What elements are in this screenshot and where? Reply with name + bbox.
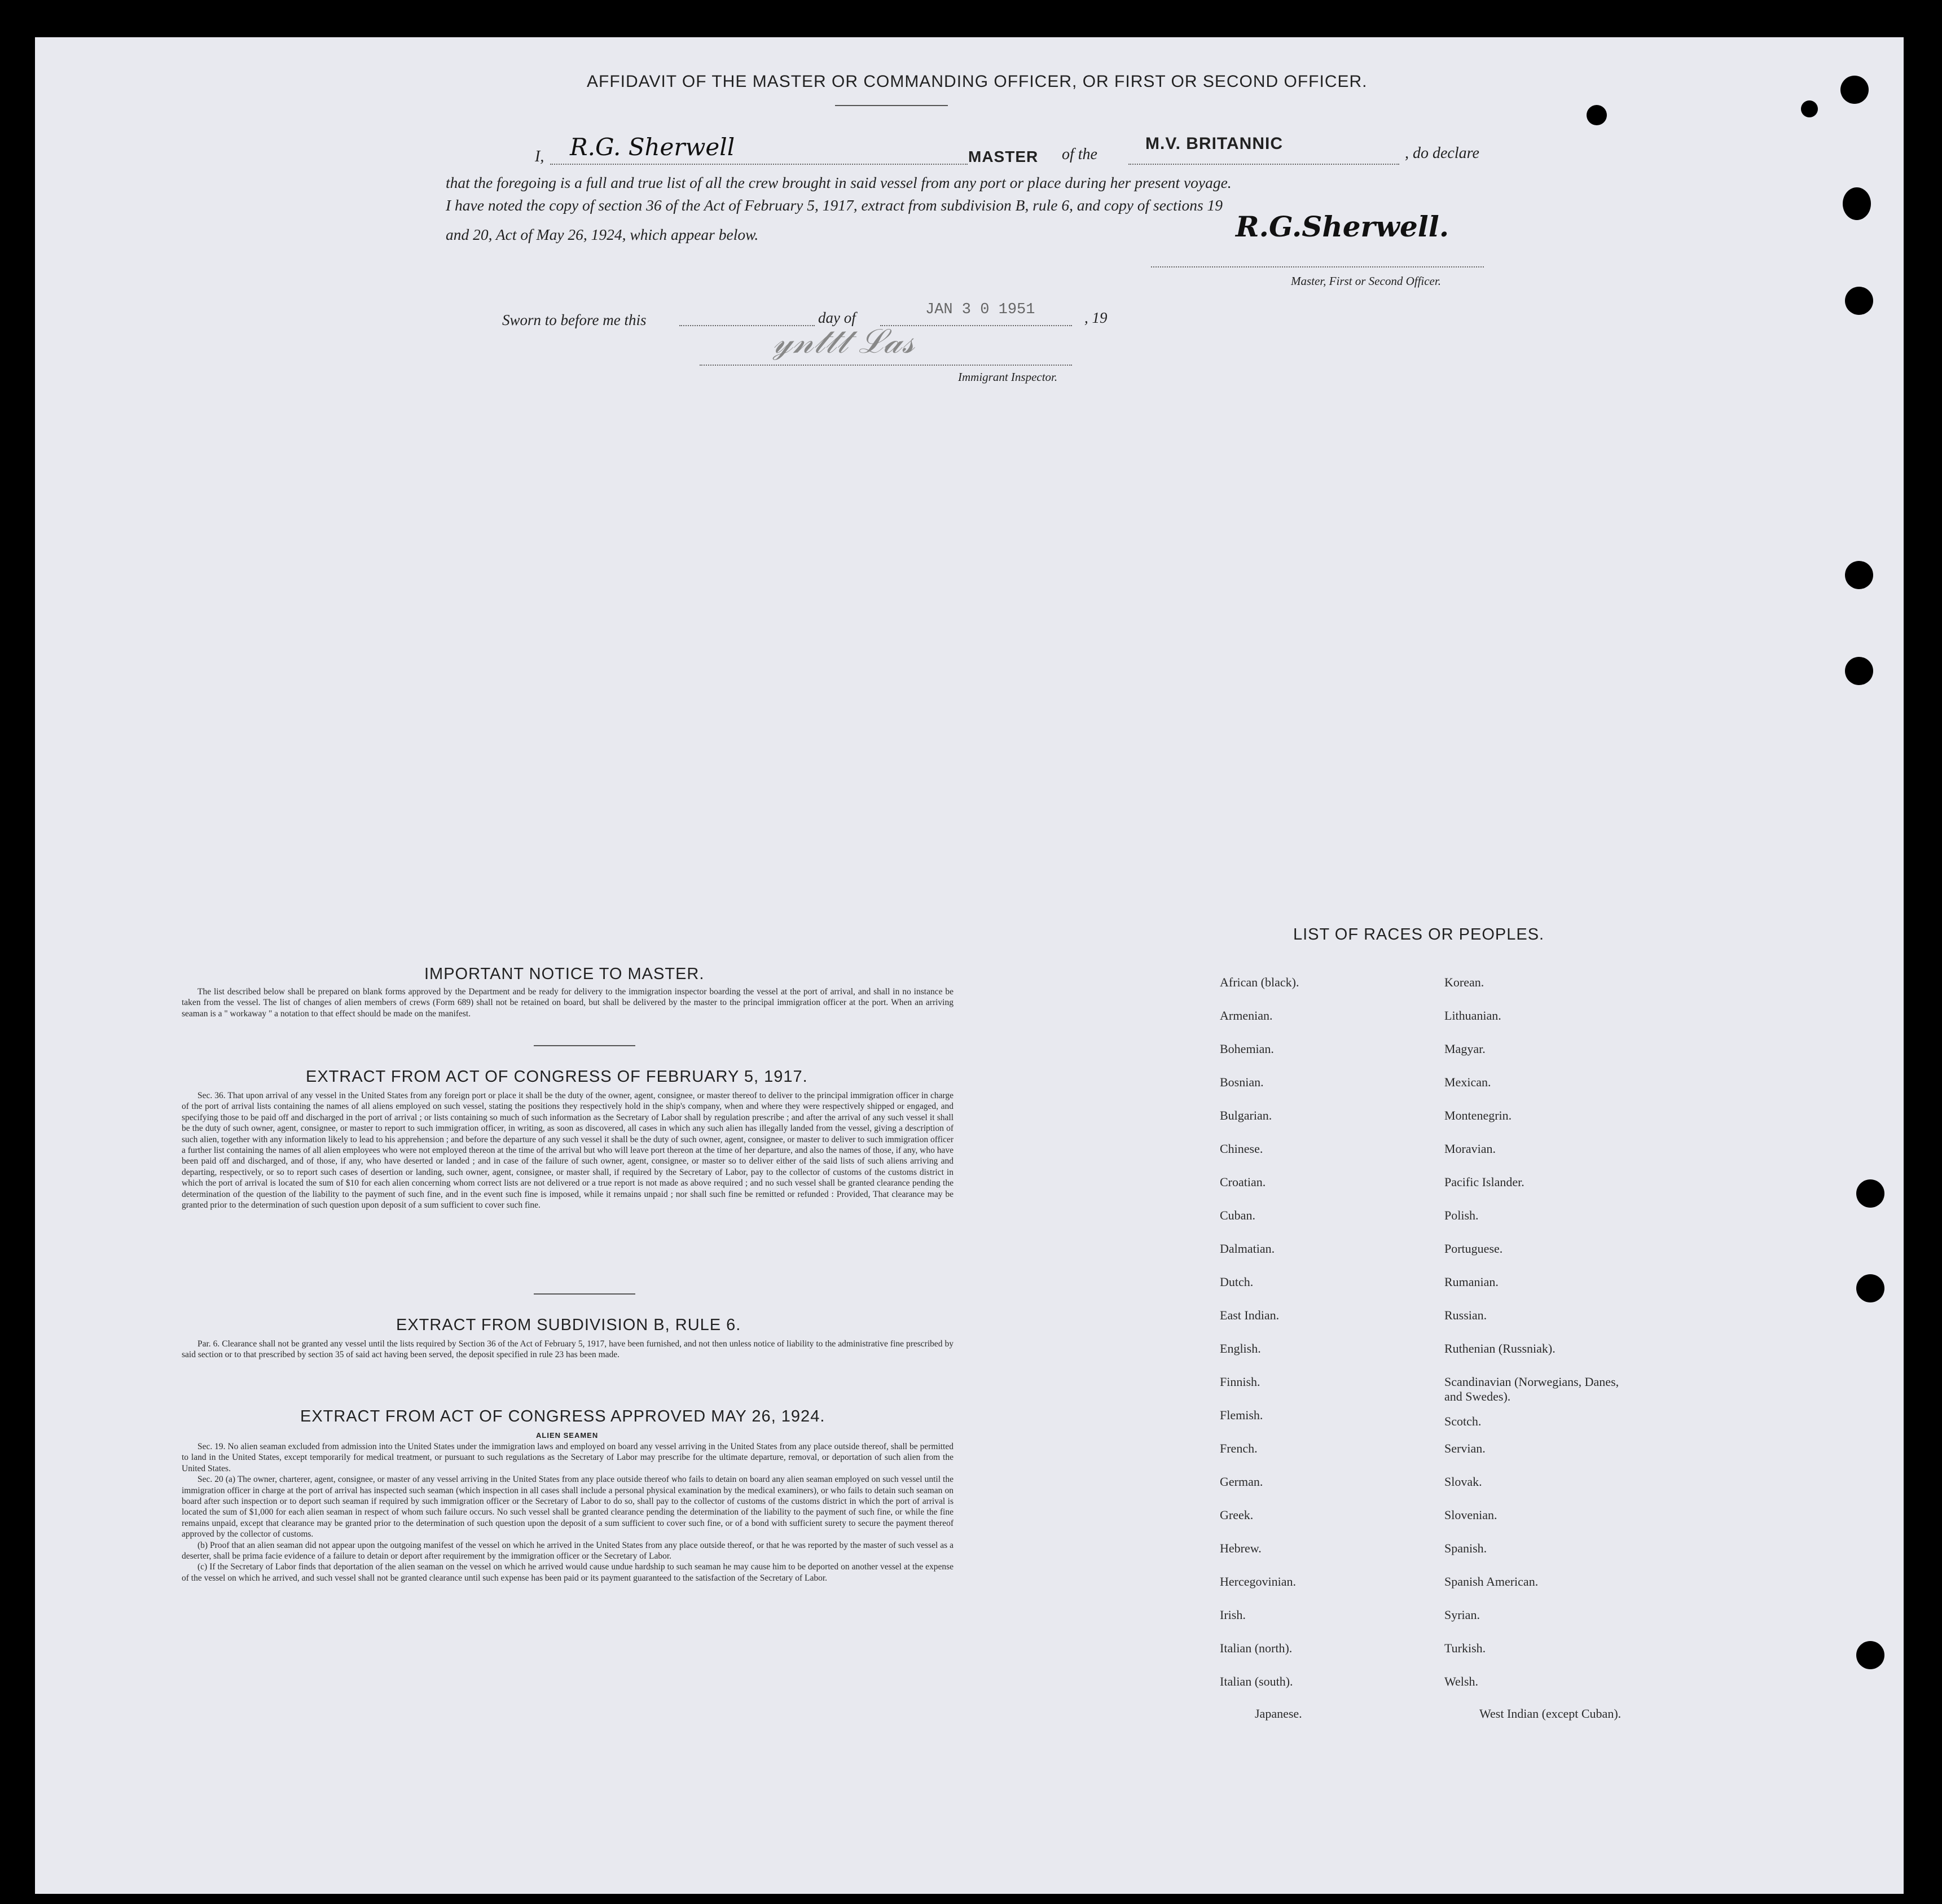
sec20a-paragraph: Sec. 20 (a) The owner, charterer, agent, consignee, or master of any vessel arriving in the United States from any place outside thereof who fails to detain on board any alien seaman employed on such vessel until the immigration officer in charge at the port of arrival has inspected such seaman (which inspection in all cases shall include a personal physical examination by the medical examiners), or who fails to detain such seaman on board after such inspection or to deport such seaman if required by such immigration officer or the Secretary of Labor to do so, shall pay to the collector of customs of the customs district in which the port of arrival is located the sum of $1,000 for each alien seaman in respect of whom such failure occurs. No such vessel shall be granted clearance pending the determination of the liability to the payment of such fine, or while the fine remains unpaid, except that clearance may be granted prior to the determination of such question upon the deposit of a sum sufficient to cover such fine, or of a bond with sufficient surety to secure the payment thereof approved by the collector of customs. [182,1475,954,1539]
punch-hole [1845,561,1873,589]
heading-rule [835,105,948,106]
punch-hole [1840,76,1869,104]
day-of-text: day of [818,309,856,326]
alien-seamen-subheading: ALIEN SEAMEN [536,1431,599,1440]
race-item: Syrian. [1444,1608,1480,1622]
race-item: German. [1220,1475,1263,1489]
race-item: West Indian (except Cuban). [1479,1706,1622,1721]
race-item: African (black). [1220,975,1299,989]
race-item: Spanish American. [1444,1574,1539,1589]
race-item: Montenegrin. [1444,1108,1512,1122]
race-item: Slovenian. [1444,1508,1497,1522]
punch-hole [1801,100,1818,117]
race-item: East Indian. [1220,1308,1280,1322]
extract-1917-rule [534,1293,635,1295]
subdivision-text [182,1339,954,1361]
race-item: Servian. [1444,1441,1486,1455]
subdivision-heading: EXTRACT FROM SUBDIVISION B, RULE 6. [396,1316,741,1334]
race-item: Ruthenian (Russniak). [1444,1341,1556,1355]
race-item: Irish. [1220,1608,1246,1622]
race-item: Korean. [1444,975,1484,989]
race-item: Cuban. [1220,1208,1255,1222]
sec19-paragraph: Sec. 19. No alien seaman excluded from admission into the United States under the immigration laws and employed on board any vessel arriving in the United States from any place outside thereof, shall be permitted to land in the United States, except temporarily for medical treatment, or pursuant to such regulations as the Secretary of Labor may prescribe for the ultimate departure, removal, or deportation of such alien from the United States. [182,1442,954,1473]
year-prefix: , 19 [1084,309,1108,326]
signature-line [1151,266,1484,267]
extract-1917-heading: EXTRACT FROM ACT OF CONGRESS OF FEBRUARY 5, 1917. [306,1068,808,1086]
race-item: Italian (south). [1220,1674,1293,1688]
punch-hole [1856,1179,1884,1208]
race-item: Portuguese. [1444,1241,1503,1256]
inspector-signature: 𝓎𝓃𝓉𝓉𝓉 ℒ𝒶𝓈 [773,322,915,361]
race-item: French. [1220,1441,1258,1455]
notice-heading: IMPORTANT NOTICE TO MASTER. [424,965,705,983]
race-item: English. [1220,1341,1261,1355]
races-heading: LIST OF RACES OR PEOPLES. [1293,925,1545,944]
extract-1924-text [182,1441,954,1583]
sec20b-paragraph: (b) Proof that an alien seaman did not appear upon the outgoing manifest of the vessel on which he arrived in the United States from any place outside thereof, or that he was reported by the master of such vessel as a deserter, shall be prima facie evidence of a failure to detain or deport after requirement by the immigration officer or the Secretary of Labor. [182,1540,954,1561]
punch-hole [1856,1641,1884,1669]
punch-hole [1843,187,1871,220]
inspector-caption: Immigrant Inspector. [958,370,1058,384]
race-item: Bulgarian. [1220,1108,1272,1122]
punch-hole [1845,657,1873,685]
race-item: Bohemian. [1220,1042,1274,1056]
name-line [550,164,968,165]
race-item: Bosnian. [1220,1075,1264,1089]
declaration-line-2: I have noted the copy of section 36 of the Act of February 5, 1917, extract from subdivision B, rule 6, and copy of sections 19 [446,196,1223,214]
race-item: Polish. [1444,1208,1479,1222]
declaration-line-1: that the foregoing is a full and true list of all the crew brought in said vessel from any port or place during her present voyage. [446,174,1232,191]
notice-rule [534,1045,635,1046]
master-name-handwritten: R.G. Sherwell [570,133,735,161]
race-item: Mexican. [1444,1075,1491,1089]
race-item: Welsh. [1444,1674,1478,1688]
rank-typed: MASTER [968,148,1039,165]
master-signature: R.G.Sherwell. [1236,210,1449,243]
sworn-text: Sworn to before me this [502,312,647,328]
race-item: Japanese. [1255,1706,1302,1721]
sec20c-paragraph: (c) If the Secretary of Labor finds that deportation of the alien seaman on the vessel on which he arrived would cause undue hardship to such seaman he may cause him to be deported on another vessel at the expense of the vessel on which he arrived, and such vessel shall not be granted clearance until such expense has been paid or its payment guaranteed to the satisfaction of the Secretary of Labor. [182,1562,954,1583]
punch-hole [1587,105,1607,125]
race-item: Dutch. [1220,1275,1254,1289]
extract-1917-text [182,1090,954,1210]
punch-hole [1856,1274,1884,1302]
race-item: Moravian. [1444,1142,1496,1156]
race-item: Chinese. [1220,1142,1263,1156]
race-item: Slovak. [1444,1475,1482,1489]
race-item: Turkish. [1444,1641,1486,1655]
extract-1917-paragraph: Sec. 36. That upon arrival of any vessel in the United States from any foreign port or place it shall be the duty of the owner, agent, consignee, or master thereof to deliver to the principal immigration officer in charge of the port of arrival lists containing the names of all aliens employed on such vessel, stating the positions they respectively hold in the ship's company, when and where they were respectively shipped or engaged, and specifying those to be paid off and discharged in the port of arrival ; or lists containing so much of such information as the Secretary of Labor shall by regulation prescribe ; and after the arrival of any such vessel it shall be the duty of such owner, agent, consignee, or master to report to such immigration officer, in writing, as soon as discovered, all cases in which any such alien has illegally landed from the vessel, giving a description of such alien, together with any information likely to lead to his apprehension ; and before the departure of any such vessel it shall be the duty of such owner, agent, consignee, or master to deliver to such immigration officer a further list containing the names of all alien employees who were not employed thereon at the time of the arrival but who will leave port thereon at the time of her departure, and also the names of those, if any, who have been paid off and discharged, and of those, if any, who have deserted or landed ; and in case of the failure of such owner, agent, consignee, or master so to deliver either of the said lists of such aliens arriving and departing, respectively, or so to report such cases of desertion or landing, such owner, agent, consignee, or master shall, if required by the Secretary of Labor, pay to the collector of customs of the customs district in which the port of arrival is located the sum of $10 for each alien concerning whom correct lists are not delivered or a true report is not made as above required ; and no such vessel shall be granted clearance pending the determination of the question of the liability to the payment of such fine, and in the event such fine is imposed, while it remains unpaid ; nor shall such fine be remitted or refunded : Provided, That clearance may be granted prior to the determination of such question upon deposit of a sum sufficient to cover such fine. [182,1091,954,1210]
punch-hole [1845,287,1873,315]
declarant-prefix: I, [535,148,544,165]
notice-text [182,986,954,1019]
vessel-name-typed: M.V. BRITANNIC [1145,134,1284,153]
race-item: Rumanian. [1444,1275,1499,1289]
race-item: Spanish. [1444,1541,1487,1555]
race-item: Armenian. [1220,1008,1273,1023]
subdivision-paragraph: Par. 6. Clearance shall not be granted any vessel until the lists required by Section 36 of the Act of February 5, 1917, have been furnished, and not then unless notice of liability to the administrative fine prescribed by said section or to that prescribed by section 35 of said act having been served, the deposit specified in rule 23 has been made. [182,1339,954,1360]
race-item: Flemish. [1220,1408,1263,1422]
race-item: Hercegovinian. [1220,1574,1296,1589]
race-item: Croatian. [1220,1175,1266,1189]
declaration-line-3: and 20, Act of May 26, 1924, which appear below. [446,226,759,243]
vessel-line [1128,164,1399,165]
of-the-text: of the [1062,146,1097,163]
notice-paragraph: The list described below shall be prepared on blank forms approved by the Department and be ready for delivery to the immigration inspector boarding the vessel at the port of arrival, and shall in no instance be taken from the vessel. The list of changes of alien members of crews (Form 689) shall not be retained on board, but shall be delivered by the master to the principal immigration officer at the port. When an arriving seaman is a " workaway " a notation to that effect should be made on the manifest. [182,987,954,1019]
race-item: Lithuanian. [1444,1008,1501,1023]
race-item: Finnish. [1220,1375,1260,1389]
race-item: Pacific Islander. [1444,1175,1524,1189]
race-item: Scandinavian (Norwegians, Danes, and Swedes). [1444,1375,1619,1403]
extract-1924-heading: EXTRACT FROM ACT OF CONGRESS APPROVED MAY 26, 1924. [300,1407,825,1425]
race-item: Magyar. [1444,1042,1486,1056]
inspector-line [700,365,1072,366]
affidavit-heading: AFFIDAVIT OF THE MASTER OR COMMANDING OFFICER, OR FIRST OR SECOND OFFICER. [587,72,1368,91]
race-item: Hebrew. [1220,1541,1262,1555]
date-stamp: JAN 3 0 1951 [925,301,1035,318]
race-item: Scotch. [1444,1414,1482,1428]
race-item: Dalmatian. [1220,1241,1275,1256]
race-item: Italian (north). [1220,1641,1293,1655]
declare-text: , do declare [1405,144,1479,162]
signature-caption: Master, First or Second Officer. [1291,274,1441,288]
race-item: Russian. [1444,1308,1487,1322]
race-item: Greek. [1220,1508,1254,1522]
